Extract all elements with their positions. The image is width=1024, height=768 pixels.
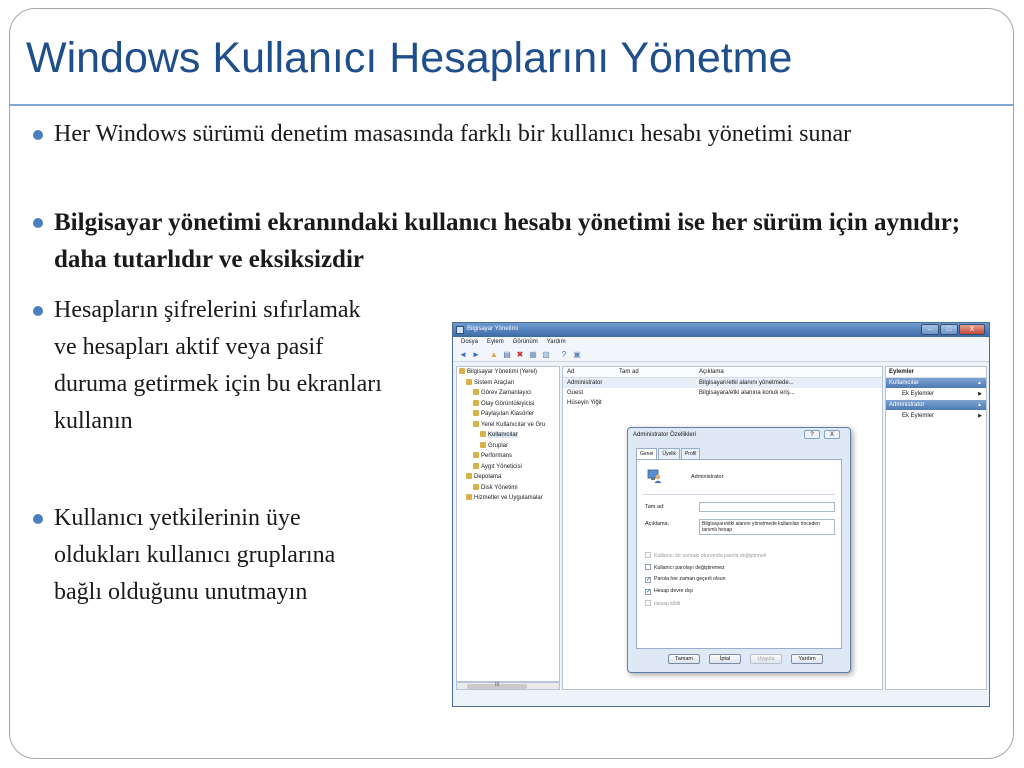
account-option-checkbox[interactable] xyxy=(645,588,693,595)
close-button[interactable]: X xyxy=(959,324,985,335)
tree-node-icon xyxy=(480,431,486,437)
export-icon[interactable]: ▧ xyxy=(542,349,550,359)
checkbox-box[interactable] xyxy=(645,564,651,570)
menu-bar xyxy=(453,337,989,348)
scrollbar-grip: III xyxy=(495,682,500,688)
tree-node-label: Gruplar xyxy=(488,442,509,449)
user-name-cell: Guest xyxy=(567,390,584,396)
window-titlebar xyxy=(453,323,989,337)
tab-uyelik[interactable]: Üyelik xyxy=(658,448,680,459)
computer-management-screenshot xyxy=(452,322,990,707)
cancel-button[interactable]: İptal xyxy=(709,654,741,664)
dialog-title: Administrator Özellikleri xyxy=(633,432,697,438)
tree-node-icon xyxy=(480,442,486,448)
show-hide-tree-icon[interactable]: ▤ xyxy=(503,349,511,359)
actions-pane xyxy=(885,366,987,690)
status-bar xyxy=(453,693,989,707)
help-icon[interactable]: ? xyxy=(561,349,567,359)
menu-yardim[interactable]: Yardım xyxy=(546,339,566,345)
ok-button[interactable]: Tamam xyxy=(668,654,700,664)
tree-node-label: Bilgisayar Yönetimi (Yerel) xyxy=(467,369,538,375)
tree-node[interactable] xyxy=(457,462,559,473)
tree-node-icon xyxy=(459,368,465,374)
tree-node[interactable] xyxy=(457,388,559,399)
tree-node-icon xyxy=(473,389,479,395)
checkbox-label: Hesap kilitli xyxy=(654,601,681,607)
tree-node[interactable] xyxy=(457,367,559,378)
tree-node[interactable] xyxy=(457,399,559,410)
tree-node-label: Yerel Kullanıcılar ve Gru xyxy=(481,421,546,428)
menu-gorunum[interactable]: Görünüm xyxy=(512,339,538,345)
account-option-checkbox[interactable] xyxy=(645,564,725,571)
tree-node-label: Olay Görüntüleyicisi xyxy=(481,400,535,407)
checkbox-label: Hesap devre dışı xyxy=(654,588,694,594)
tree-node[interactable] xyxy=(457,483,559,494)
actions-section-kullanicilar[interactable]: Kullanıcılar ▲ xyxy=(886,378,986,388)
computer-management-icon xyxy=(456,326,464,334)
fullname-label: Tam ad: xyxy=(645,504,665,510)
tree-node-label: Aygıt Yöneticisi xyxy=(481,463,522,470)
mmc-icon[interactable]: ▣ xyxy=(573,349,581,359)
tree-node-label: Hizmetler ve Uygulamalar xyxy=(474,495,543,501)
dialog-help-button[interactable]: ? xyxy=(804,430,820,439)
action-ek-eylemler-1[interactable]: Ek Eylemler ▶ xyxy=(886,388,986,400)
description-field[interactable]: Bilgisayarı/etki alanını yönetmede kullanılan önceden tanımlı hesap xyxy=(699,519,835,535)
properties-dialog xyxy=(627,427,851,673)
fullname-field[interactable] xyxy=(699,502,835,512)
user-icon xyxy=(647,468,662,483)
toolbar xyxy=(453,348,989,362)
tab-profil[interactable]: Profil xyxy=(681,448,700,459)
tree-horizontal-scrollbar[interactable] xyxy=(456,682,560,690)
description-label: Açıklama: xyxy=(645,521,670,527)
general-tab-panel xyxy=(636,459,842,649)
tree-node-label: Depolama xyxy=(474,474,502,480)
tree-node-label: Kullanıcılar xyxy=(488,432,518,438)
column-ad[interactable]: Ad xyxy=(567,369,575,375)
actions-header: Eylemler xyxy=(886,367,986,378)
maximize-button[interactable]: □ xyxy=(940,324,958,335)
checkbox-label: Kullanıcı bir sonraki oturumda parola değiştirmeli xyxy=(654,553,767,559)
user-name-cell: Administrator xyxy=(567,380,603,386)
tree-node[interactable] xyxy=(457,378,559,389)
tree-node-label: Paylaşılan Klasörler xyxy=(481,411,535,417)
dialog-separator xyxy=(643,494,835,495)
delete-icon[interactable]: ✖ xyxy=(516,349,524,359)
tree-node-icon xyxy=(473,452,479,458)
tree-node-icon xyxy=(466,494,472,500)
up-folder-icon[interactable]: ▲ xyxy=(490,349,498,359)
checkbox-box[interactable]: ✓ xyxy=(646,589,652,595)
bullet-2: Bilgisayar yönetimi ekranındaki kullanıcı hesabı yönetimi ise her sürüm için aynıdır; daha tutarlıdır ve eksiksizdir xyxy=(54,204,984,278)
tree-node-icon xyxy=(466,379,472,385)
user-name-cell: Hüseyin Yiğit xyxy=(567,400,602,406)
account-option-checkbox xyxy=(645,600,680,607)
tree-node-icon xyxy=(473,484,479,490)
tree-node-icon xyxy=(473,421,479,427)
checkbox-box[interactable]: ✓ xyxy=(646,577,652,583)
back-arrow-icon[interactable]: ◄ xyxy=(459,349,467,359)
title-divider xyxy=(10,104,1013,106)
apply-button: Uygula xyxy=(750,654,782,664)
tree-node[interactable] xyxy=(457,409,559,420)
checkbox-box xyxy=(645,600,651,606)
tree-node[interactable] xyxy=(457,430,559,441)
tree-node-label: Görev Zamanlayıcı xyxy=(481,390,532,396)
bullet-4: Kullanıcı yetkilerinin üye oldukları kullanıcı gruplarına bağlı olduğunu unutmayın xyxy=(54,500,384,611)
help-button[interactable]: Yardım xyxy=(791,654,823,664)
tree-node[interactable] xyxy=(457,441,559,452)
window-title: Bilgisayar Yönetimi xyxy=(467,326,518,332)
bullet-3: Hesapların şifrelerini sıfırlamak ve hesapları aktif veya pasif duruma getirmek için bu ekranları kullanın xyxy=(54,292,384,440)
user-name: Administrator xyxy=(691,474,724,480)
console-tree xyxy=(456,366,560,682)
account-option-checkbox xyxy=(645,552,766,559)
forward-arrow-icon[interactable]: ► xyxy=(472,349,480,359)
column-tam-ad[interactable]: Tam ad xyxy=(619,369,639,375)
user-row[interactable] xyxy=(563,378,882,388)
checkbox-box xyxy=(645,552,651,558)
menu-dosya[interactable]: Dosya xyxy=(461,339,479,345)
tree-node-icon xyxy=(473,410,479,416)
user-row[interactable] xyxy=(563,398,882,408)
tree-node-label: Sistem Araçları xyxy=(474,379,515,386)
slide-title: Windows Kullanıcı Hesaplarını Yönetme xyxy=(26,34,793,82)
tree-node[interactable] xyxy=(457,451,559,462)
account-option-checkbox[interactable] xyxy=(645,576,726,583)
actions-section-administrator[interactable]: Administrator ▲ xyxy=(886,400,986,410)
checkbox-label: Kullanıcı parolayı değiştiremez xyxy=(654,565,725,571)
action-ek-eylemler-2[interactable]: Ek Eylemler ▶ xyxy=(886,410,986,422)
tree-node[interactable] xyxy=(457,493,559,504)
tree-node-icon xyxy=(473,400,479,406)
list-header xyxy=(563,367,882,378)
minimize-button[interactable]: – xyxy=(921,324,939,335)
properties-icon[interactable]: ▦ xyxy=(529,349,537,359)
bullet-1: Her Windows sürümü denetim masasında farklı bir kullanıcı hesabı yönetimi sunar xyxy=(54,116,974,153)
dialog-close-button[interactable]: X xyxy=(824,430,840,439)
checkbox-label: Parola her zaman geçerli olsun xyxy=(654,576,726,582)
tree-node-icon xyxy=(466,473,472,479)
tree-node[interactable] xyxy=(457,472,559,483)
tree-node-label: Performans xyxy=(481,453,513,459)
column-aciklama[interactable]: Açıklama xyxy=(699,369,724,375)
tree-node[interactable] xyxy=(457,420,559,431)
user-description-cell: Bilgisayara/etki alanına konuk eriş... xyxy=(699,390,795,396)
tree-node-icon xyxy=(473,463,479,469)
tab-genel[interactable]: Genel xyxy=(636,448,657,460)
user-row[interactable] xyxy=(563,388,882,398)
user-description-cell: Bilgisayarı/etki alanını yönetmede... xyxy=(699,380,794,386)
tree-node-label: Disk Yönetimi xyxy=(481,484,518,491)
menu-eylem[interactable]: Eylem xyxy=(487,339,504,345)
